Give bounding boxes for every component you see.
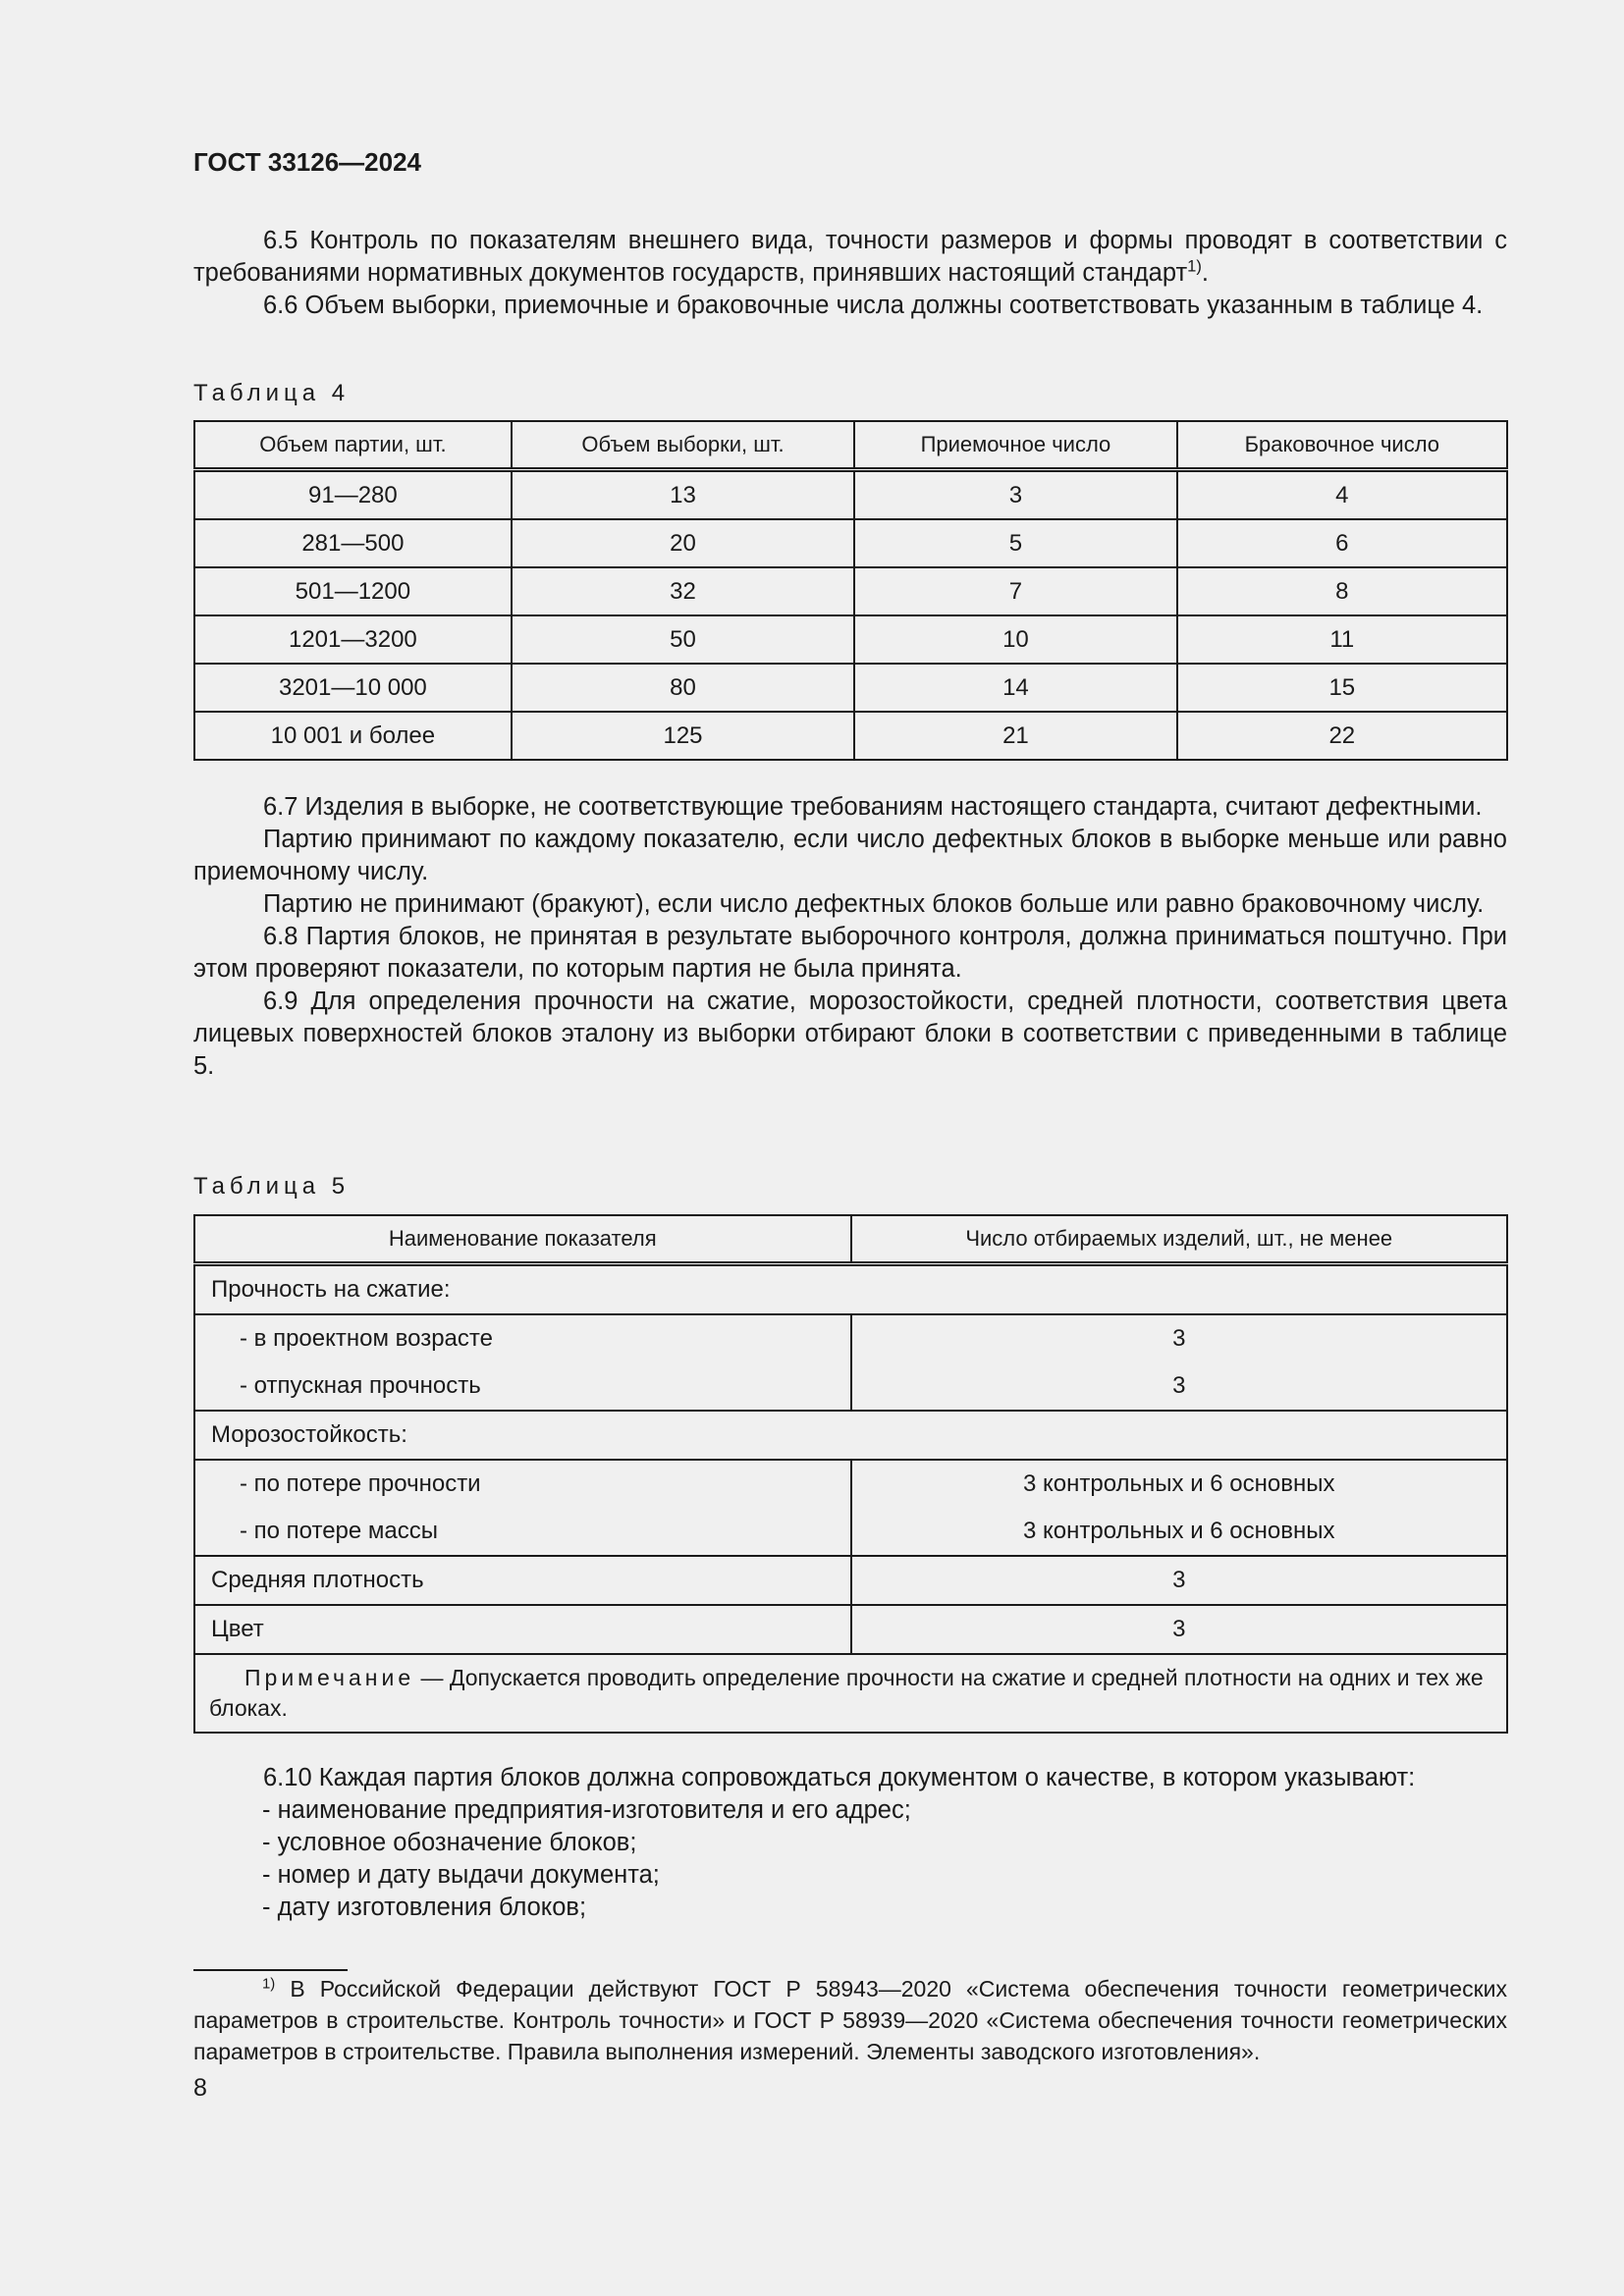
table-cell: 501—1200 <box>194 567 512 615</box>
table-row <box>194 712 1507 760</box>
table-4 <box>193 420 1508 761</box>
paragraph-6-6: 6.6 Объем выборки, приемочные и браковочные числа должны соответствовать указанным в таблице 4. <box>263 292 1484 319</box>
table-cell: 4 <box>1177 470 1507 520</box>
table-cell: 6 <box>1177 519 1507 567</box>
table-note <box>194 1654 1507 1733</box>
table-row <box>194 1605 1507 1654</box>
paragraph-accept: Партию принимают по каждому показателю, если число дефектных блоков в выборке меньше или равно приемочному числу. <box>193 826 1507 885</box>
table-cell: 3201—10 000 <box>194 664 512 712</box>
footnote-divider <box>193 1969 348 1971</box>
document-header: ГОСТ 33126—2024 <box>193 147 421 177</box>
table-cell: 10 001 и более <box>194 712 512 760</box>
table-cell: 22 <box>1177 712 1507 760</box>
table-cell: - отпускная прочность <box>194 1362 851 1411</box>
list-item: - номер и дату выдачи документа; <box>262 1861 660 1889</box>
table-cell: 3 <box>851 1314 1508 1362</box>
table-cell: Средняя плотность <box>194 1556 851 1605</box>
table-cell: 3 <box>851 1362 1508 1411</box>
table-cell: 20 <box>512 519 855 567</box>
table-note-row <box>194 1654 1507 1733</box>
footnote-mark: 1) <box>262 1975 276 1993</box>
table-cell: - по потере прочности <box>194 1460 851 1508</box>
table-row <box>194 1508 1507 1556</box>
table4-header: Браковочное число <box>1177 421 1507 470</box>
table-cell: 1201—3200 <box>194 615 512 664</box>
list-item: - дату изготовления блоков; <box>262 1894 587 1921</box>
table5-header: Число отбираемых изделий, шт., не менее <box>851 1215 1508 1264</box>
paragraph-6-10: 6.10 Каждая партия блоков должна сопровождаться документом о качестве, в котором указывают: <box>263 1764 1416 1791</box>
table5-caption: Таблица 5 <box>193 1173 351 1200</box>
table-row <box>194 1362 1507 1411</box>
table-row <box>194 1264 1507 1315</box>
table-cell: - в проектном возрасте <box>194 1314 851 1362</box>
paragraph-6-9: 6.9 Для определения прочности на сжатие, морозостойкости, средней плотности, соответствия цвета лицевых поверхностей блоков эталону из выборки отбирают блоки в соответствии с приведенными в таблице 5. <box>193 988 1507 1080</box>
table-row <box>194 615 1507 664</box>
table-cell: 13 <box>512 470 855 520</box>
section-6-5-6-6 <box>193 225 1507 322</box>
table-cell: 14 <box>854 664 1176 712</box>
table-row <box>194 664 1507 712</box>
table-cell: 3 контрольных и 6 основных <box>851 1508 1508 1556</box>
table-cell: 80 <box>512 664 855 712</box>
table5-header: Наименование показателя <box>194 1215 851 1264</box>
table-cell: 7 <box>854 567 1176 615</box>
paragraph-6-8: 6.8 Партия блоков, не принятая в результате выборочного контроля, должна приниматься поштучно. При этом проверяют показатели, по которым партия не была принята. <box>193 923 1507 983</box>
table-row <box>194 1314 1507 1362</box>
list-item: - условное обозначение блоков; <box>262 1829 637 1856</box>
table-row <box>194 1411 1507 1460</box>
table-cell: 3 контрольных и 6 основных <box>851 1460 1508 1508</box>
section-6-7-6-9 <box>193 791 1507 1083</box>
list-item: - наименование предприятия-изготовителя и его адрес; <box>262 1796 911 1824</box>
footnote-text: В Российской Федерации действуют ГОСТ Р 58943—2020 «Система обеспечения точности геометрических параметров в строительстве. Контроль точности» и ГОСТ Р 58939—2020 «Система обеспечения точности геометрических параметров в строительстве. Правила выполнения измерений. Элементы заводского изготовления». <box>193 1976 1507 2064</box>
document-list <box>262 1794 911 1924</box>
table-row <box>194 519 1507 567</box>
table-cell: 3 <box>851 1556 1508 1605</box>
table-cell: Морозостойкость: <box>194 1411 1507 1460</box>
table-row <box>194 1460 1507 1508</box>
table-5 <box>193 1214 1508 1734</box>
table4-header: Объем партии, шт. <box>194 421 512 470</box>
table4-header-row <box>194 421 1507 470</box>
table-row <box>194 470 1507 520</box>
note-text: — Допускается проводить определение прочности на сжатие и средней плотности на одних и тех же блоках. <box>209 1665 1484 1721</box>
table-cell: 5 <box>854 519 1176 567</box>
table-cell: 3 <box>851 1605 1508 1654</box>
table-cell: 11 <box>1177 615 1507 664</box>
page-number: 8 <box>193 2074 207 2102</box>
table-cell: 15 <box>1177 664 1507 712</box>
table-cell: 21 <box>854 712 1176 760</box>
table-cell: 10 <box>854 615 1176 664</box>
paragraph-6-7: 6.7 Изделия в выборке, не соответствующие требованиям настоящего стандарта, считают дефектными. <box>263 793 1483 821</box>
table-cell: Прочность на сжатие: <box>194 1264 1507 1315</box>
paragraph-6-5: 6.5 Контроль по показателям внешнего вида, точности размеров и формы проводят в соответствии с требованиями нормативных документов государств, принявших настоящий стандарт$^{1)}$. <box>193 227 1507 287</box>
table-cell: 281—500 <box>194 519 512 567</box>
footnote-ref: 1) <box>1187 256 1202 276</box>
table-cell: 125 <box>512 712 855 760</box>
table-row <box>194 567 1507 615</box>
table4-caption: Таблица 4 <box>193 380 351 406</box>
table-cell: 32 <box>512 567 855 615</box>
table-cell: 3 <box>854 470 1176 520</box>
section-6-10 <box>193 1762 1507 1794</box>
table4-header: Объем выборки, шт. <box>512 421 855 470</box>
paragraph-reject: Партию не принимают (бракуют), если число дефектных блоков больше или равно браковочному числу. <box>263 890 1485 918</box>
table-cell: - по потере массы <box>194 1508 851 1556</box>
note-label: Примечание <box>244 1665 415 1690</box>
table-cell: Цвет <box>194 1605 851 1654</box>
table5-header-row <box>194 1215 1507 1264</box>
footnote <box>193 1973 1507 2067</box>
table-cell: 8 <box>1177 567 1507 615</box>
table4-header: Приемочное число <box>854 421 1176 470</box>
table-cell: 91—280 <box>194 470 512 520</box>
table-cell: 50 <box>512 615 855 664</box>
table-row <box>194 1556 1507 1605</box>
